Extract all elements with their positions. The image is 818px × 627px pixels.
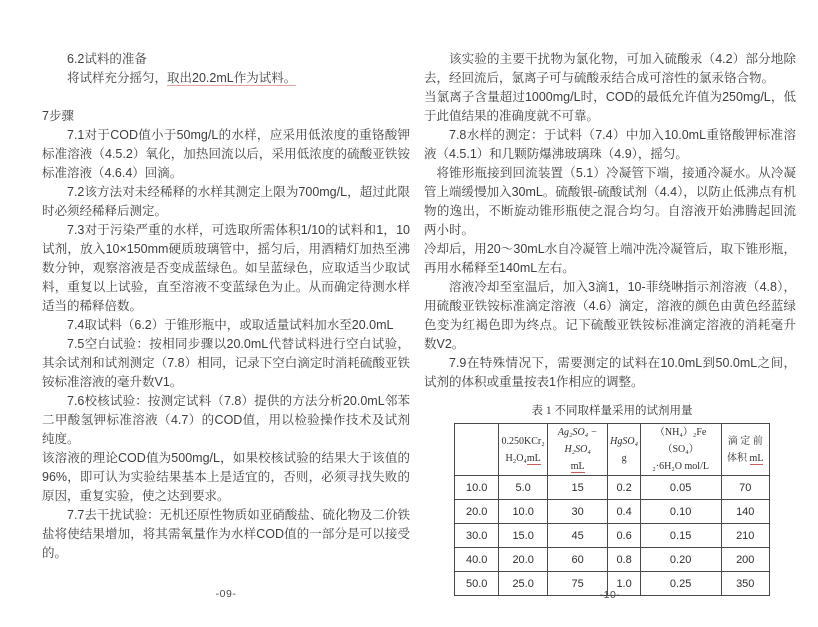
table-cell: 10.0 (499, 500, 547, 524)
page-number-right: -10- (599, 589, 621, 601)
table-row (455, 548, 770, 572)
table-cell: 30.0 (455, 524, 499, 548)
page-right (424, 50, 796, 601)
header-line-2 (641, 458, 721, 475)
paragraph (42, 316, 410, 335)
header-unit-underlined: mL (526, 452, 541, 464)
paragraph (42, 449, 410, 506)
header-unit-text: g (621, 452, 627, 464)
reagent-table-section (454, 402, 770, 596)
table-cell: 140 (721, 500, 770, 524)
paragraph (424, 240, 796, 278)
text-run: 取出20.2mL作为试料。 (167, 71, 297, 85)
text-run: 7.6校核试验：按测定试料（7.8）提供的方法分析20.0mL邻苯二甲酸氢钾标准溶液（4.7）的COD值，用以检验操作技术及试剂纯度。 (42, 394, 410, 446)
header-line-1: 滴 定 前 (727, 435, 763, 447)
paragraph (424, 88, 796, 126)
table-cell: 350 (721, 572, 770, 596)
text-run: 当氯离子含量超过1000mg/L时，COD的最低允许值为250mg/L，低于此值结果的准确度就不可靠。 (424, 90, 796, 123)
table-header-cell (608, 424, 640, 476)
table-row (455, 476, 770, 500)
table-header-cell (640, 424, 721, 476)
header-line-1: Ag₂SO₄ − H₂SO₄ (557, 427, 598, 455)
header-line-2 (722, 450, 770, 467)
table-header-cell (547, 424, 608, 476)
table-cell: 0.05 (640, 476, 721, 500)
table-cell: 200 (721, 548, 770, 572)
paragraph (42, 50, 410, 69)
table-cell: 0.20 (640, 548, 721, 572)
text-run: 将试样充分摇匀， (67, 71, 168, 85)
table-header-cell (721, 424, 770, 476)
table-row (455, 500, 770, 524)
table-cell: 0.6 (608, 524, 640, 548)
table-header-cell (499, 424, 547, 476)
text-run: 7.9在特殊情况下，需要测定的试料在10.0mL到50.0mL之间，试剂的体积或重量按表1作相应的调整。 (424, 356, 796, 389)
paragraph (424, 164, 796, 240)
table-cell: 0.4 (608, 500, 640, 524)
paragraph (424, 50, 796, 88)
paragraph (42, 335, 410, 392)
table-row (455, 524, 770, 548)
table-cell: 70 (721, 476, 770, 500)
text-run: 7.3对于污染严重的水样，可选取所需体积1/10的试料和1，10试剂，放入10×150mm硬质玻璃管中，摇匀后，用酒精灯加热至沸数分钟，观察溶液是否变成蓝绿色。如呈蓝绿色，应取适当少取试料，重复以上试验，直至溶液不变蓝绿色为止。从而确定待测水样适当的稀释倍数。 (42, 223, 410, 313)
header-unit-underlined: mL (749, 452, 764, 464)
paragraph (42, 126, 410, 183)
paragraph (42, 506, 410, 563)
text-run: 7.2该方法对未经稀释的水样其测定上限为700mg/L，超过此限时必须经稀释后测定。 (42, 185, 410, 218)
table-cell: 0.10 (640, 500, 721, 524)
text-run: 7.1对于COD值小于50mg/L的水样，应采用低浓度的重铬酸钾标准溶液（4.5.2）氧化，加热回流以后，采用低浓度的硫酸亚铁铵标准溶液（4.6.4）回滴。 (42, 128, 410, 180)
table-cell: 5.0 (499, 476, 547, 500)
table-cell: 0.25 (640, 572, 721, 596)
text-run: 7.7去干扰试验：无机还原性物质如亚硝酸盐、硫化物及二价铁盐将使结果增加，将其需氧量作为水样COD值的一部分是可以接受的。 (42, 508, 410, 560)
text-run: 冷却后，用20～30mL水自冷凝管上端冲洗冷凝管后，取下锥形瓶，再用水稀释至140mL左右。 (424, 242, 796, 275)
table-cell: 0.15 (640, 524, 721, 548)
table-cell: 1.0 (608, 572, 640, 596)
page-number-left: -09- (215, 588, 237, 600)
table-caption: 表 1 不同取样量采用的试剂用量 (531, 405, 693, 417)
header-line-1: （NH₄）₂Fe（SO₄） (654, 427, 707, 455)
table-cell: 25.0 (499, 572, 547, 596)
text-run: 7.5空白试验：按相同步骤以20.0mL代替试料进行空白试验，其余试剂和试剂测定（7.8）相同，记录下空白滴定时消耗硫酸亚铁铵标准溶液的毫升数V1。 (42, 337, 410, 389)
table-head (455, 424, 770, 476)
table-header-row (455, 424, 770, 476)
table-body (455, 476, 770, 596)
table-cell: 0.8 (608, 548, 640, 572)
text-run: 7.8水样的测定：于试料（7.4）中加入10.0mL重铬酸钾标准溶液（4.5.1）和几颗防爆沸玻璃珠（4.9），摇匀。 (424, 128, 796, 161)
table-cell: 210 (721, 524, 770, 548)
table-cell: 15 (547, 476, 608, 500)
table-cell: 75 (547, 572, 608, 596)
header-line-2 (499, 450, 546, 467)
text-run: 该实验的主要干扰物为氯化物，可加入硫酸汞（4.2）部分地除去，经回流后，氯离子可与硫酸汞结合成可溶性的氯汞铬合物。 (424, 52, 796, 85)
text-run: 溶液冷却至室温后，加入3滴1，10-菲绕啉指示剂溶液（4.8），用硫酸亚铁铵标准滴定溶液（4.6）滴定，溶液的颜色由黄色经蓝绿色变为红褐色即为终点。记下硫酸亚铁铵标准滴定溶液的消耗毫升数V2。 (424, 280, 796, 351)
table-cell: 45 (547, 524, 608, 548)
header-line-2 (548, 458, 608, 475)
paragraph (42, 392, 410, 449)
header-unit-text: H₂O₄ (505, 452, 527, 464)
header-unit-text: 体积 (727, 452, 750, 464)
table-cell: 50.0 (455, 572, 499, 596)
paragraph (42, 183, 410, 221)
page-left (42, 50, 410, 600)
text-run: 该溶液的理论COD值为500mg/L，如果校核试验的结果大于该值的96%，即可认为实验结果基本上是适宜的，否则，必须寻找失败的原因，重复实验，使之达到要求。 (42, 451, 410, 503)
table-header-cell (455, 424, 499, 476)
table-cell: 20.0 (455, 500, 499, 524)
paragraph (42, 221, 410, 316)
right-page-text (424, 50, 796, 392)
table-cell: 15.0 (499, 524, 547, 548)
paragraph (42, 69, 410, 88)
text-run: 7.4取试料（6.2）于锥形瓶中，或取适量试料加水至20.0mL (67, 318, 394, 332)
header-unit-text: ₂·6H₂O mol/L (652, 461, 709, 472)
table-cell: 20.0 (499, 548, 547, 572)
reagent-table (454, 423, 770, 596)
header-unit-underlined: mL (570, 461, 585, 472)
paragraph (42, 107, 410, 126)
header-line-2 (608, 450, 639, 467)
table-cell: 0.2 (608, 476, 640, 500)
table-cell: 60 (547, 548, 608, 572)
paragraph (424, 126, 796, 164)
header-line-1: 0.250KCr₂ (501, 435, 545, 447)
left-page-text (42, 50, 410, 563)
table-cell: 30 (547, 500, 608, 524)
header-line-1: HgSO₄ (610, 435, 639, 447)
paragraph (424, 354, 796, 392)
table-cell: 40.0 (455, 548, 499, 572)
text-run: 6.2试料的准备 (67, 52, 147, 66)
paragraph (424, 278, 796, 354)
table-cell: 10.0 (455, 476, 499, 500)
text-run: 将锥形瓶接到回流装置（5.1）冷凝管下端，接通冷凝水。从冷凝管上端缓慢加入30mL。硫酸银-硫酸试剂（4.4），以防止低沸点有机物的逸出，不断旋动锥形瓶使之混合均匀。自溶液开始沸腾起回流两小时。 (424, 166, 796, 237)
text-run: 7步骤 (42, 109, 74, 123)
